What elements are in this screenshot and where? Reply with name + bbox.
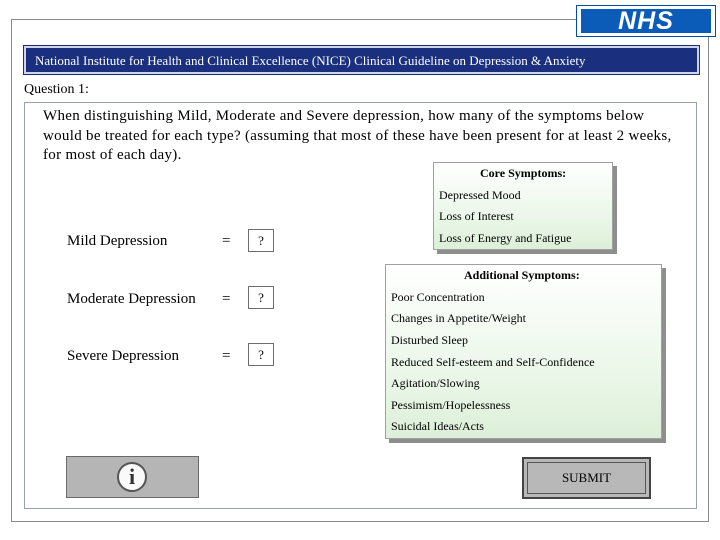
additional-symptom-item: Suicidal Ideas/Acts <box>391 419 484 433</box>
nhs-logo-badge <box>581 6 711 35</box>
core-symptom-item: Loss of Interest <box>439 209 514 223</box>
submit-label: SUBMIT <box>527 462 646 494</box>
additional-symptom-item: Disturbed Sleep <box>391 333 468 347</box>
core-symptom-item: Loss of Energy and Fatigue <box>439 231 572 245</box>
additional-symptom-item: Reduced Self-esteem and Self-Confidence <box>391 355 595 369</box>
moderate-answer-box[interactable]: ? <box>248 286 274 309</box>
nhs-logo <box>576 5 716 37</box>
severe-answer-box[interactable]: ? <box>248 343 274 366</box>
severe-equals-sign: = <box>222 348 231 364</box>
additional-symptom-item: Pessimism/Hopelessness <box>391 398 511 412</box>
moderate-depression-label: Moderate Depression <box>67 291 196 307</box>
mild-equals-sign: = <box>222 233 231 249</box>
mild-depression-label: Mild Depression <box>67 233 168 249</box>
header-bar <box>24 46 699 74</box>
severe-depression-label: Severe Depression <box>67 348 180 364</box>
additional-symptom-item: Changes in Appetite/Weight <box>391 311 527 325</box>
header-title: National Institute for Health and Clinical Excellence (NICE) Clinical Guideline on Depression & Anxiety <box>35 53 586 68</box>
info-button[interactable] <box>66 456 199 498</box>
core-symptom-item: Depressed Mood <box>439 188 521 202</box>
question-label: Question 1: <box>24 82 89 97</box>
core-symptoms-title: Core Symptoms: <box>480 166 567 180</box>
additional-symptom-item: Poor Concentration <box>391 290 485 304</box>
mild-answer-box[interactable]: ? <box>248 229 274 252</box>
nhs-logo-text: NHS <box>618 6 674 35</box>
info-icon: i <box>117 462 147 492</box>
submit-button[interactable] <box>522 457 651 499</box>
additional-symptom-item: Agitation/Slowing <box>391 376 480 390</box>
moderate-equals-sign: = <box>222 291 231 307</box>
additional-symptoms-title: Additional Symptoms: <box>464 268 580 282</box>
question-text: When distinguishing Mild, Moderate and Severe depression, how many of the symptoms below would be treated for each type? (assuming that most of these have been present for at least 2 weeks, for most of each day). <box>43 108 672 163</box>
